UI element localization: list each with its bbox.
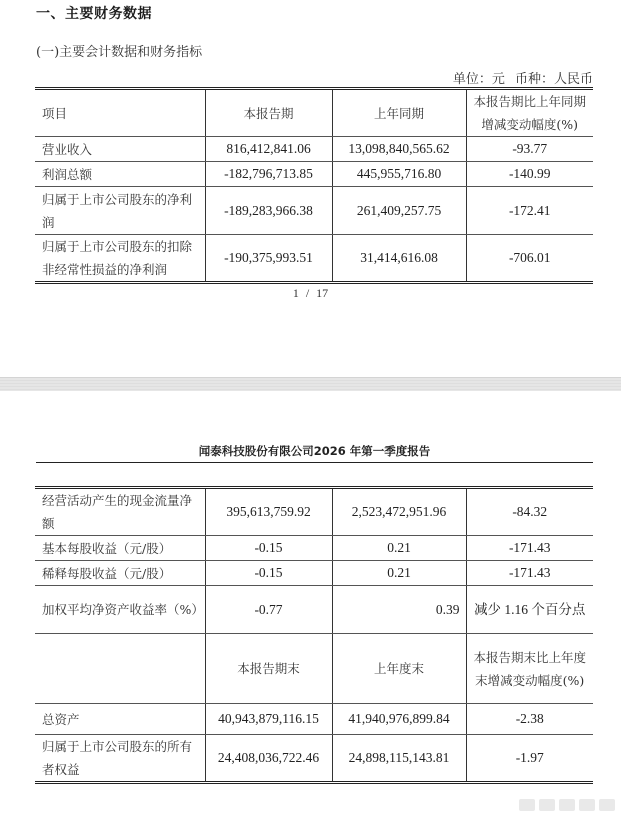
row-prior: 31,414,616.08 (332, 235, 466, 283)
header-item: 项目 (35, 89, 205, 137)
document-page-2 (0, 391, 621, 815)
row-item: 归属于上市公司股东的所有者权益 (35, 735, 205, 783)
row-item: 加权平均净资产收益率（%） (35, 586, 205, 634)
watermark-glyph (559, 799, 575, 811)
financial-data-table (35, 87, 593, 284)
document-page-1 (0, 0, 621, 377)
header-item (35, 634, 205, 704)
row-change: -2.38 (466, 704, 593, 735)
row-item: 营业收入 (35, 137, 205, 162)
row-current: 24,408,036,722.46 (205, 735, 332, 783)
row-prior: 0.39 (332, 586, 466, 634)
table-row (35, 735, 593, 783)
row-prior: 2,523,472,951.96 (332, 488, 466, 536)
row-item: 基本每股收益（元/股） (35, 536, 205, 561)
watermark-glyph (539, 799, 555, 811)
unit-currency-line: 单位：元 币种：人民币 (452, 72, 593, 87)
row-change: 减少 1.16 个百分点 (466, 586, 593, 634)
row-prior: 261,409,257.75 (332, 187, 466, 235)
table-row (35, 704, 593, 735)
header-change-pct: 本报告期比上年同期增减变动幅度(%) (466, 89, 593, 137)
table-header-row (35, 89, 593, 137)
row-current: 395,613,759.92 (205, 488, 332, 536)
watermark (519, 799, 615, 811)
row-change: -1.97 (466, 735, 593, 783)
row-item: 利润总额 (35, 162, 205, 187)
header-prior-year-end: 上年度末 (332, 634, 466, 704)
table-row (35, 162, 593, 187)
row-current: -0.77 (205, 586, 332, 634)
row-current: -0.15 (205, 561, 332, 586)
page-separator (0, 377, 621, 392)
table-row (35, 235, 593, 283)
row-current: -190,375,993.51 (205, 235, 332, 283)
header-prior-period: 上年同期 (332, 89, 466, 137)
row-prior: 24,898,115,143.81 (332, 735, 466, 783)
page-number: 1 / 17 (292, 286, 329, 300)
table-row (35, 536, 593, 561)
row-change: -171.43 (466, 561, 593, 586)
row-item: 归属于上市公司股东的扣除非经常性损益的净利润 (35, 235, 205, 283)
row-change: -140.99 (466, 162, 593, 187)
row-item: 归属于上市公司股东的净利润 (35, 187, 205, 235)
running-header: 闻泰科技股份有限公司2026 年第一季度报告 (36, 443, 593, 463)
row-prior: 13,098,840,565.62 (332, 137, 466, 162)
row-item: 总资产 (35, 704, 205, 735)
row-current: -182,796,713.85 (205, 162, 332, 187)
financial-data-table-continued (35, 486, 593, 784)
row-current: -189,283,966.38 (205, 187, 332, 235)
row-change: -93.77 (466, 137, 593, 162)
row-prior: 0.21 (332, 561, 466, 586)
table-row (35, 187, 593, 235)
row-current: 816,412,841.06 (205, 137, 332, 162)
row-prior: 41,940,976,899.84 (332, 704, 466, 735)
subsection-title: (一)主要会计数据和财务指标 (36, 45, 203, 60)
row-change: -706.01 (466, 235, 593, 283)
watermark-glyph (519, 799, 535, 811)
row-current: -0.15 (205, 536, 332, 561)
row-change: -172.41 (466, 187, 593, 235)
header-change-pct: 本报告期末比上年度末增减变动幅度(%) (466, 634, 593, 704)
table-row (35, 137, 593, 162)
row-prior: 445,955,716.80 (332, 162, 466, 187)
header-current-period: 本报告期 (205, 89, 332, 137)
section-title: 一、主要财务数据 (36, 6, 152, 22)
row-item: 经营活动产生的现金流量净额 (35, 488, 205, 536)
table-row (35, 561, 593, 586)
row-change: -84.32 (466, 488, 593, 536)
header-period-end: 本报告期末 (205, 634, 332, 704)
row-prior: 0.21 (332, 536, 466, 561)
row-item: 稀释每股收益（元/股） (35, 561, 205, 586)
table-row (35, 488, 593, 536)
table-row (35, 586, 593, 634)
row-current: 40,943,879,116.15 (205, 704, 332, 735)
balance-header-row (35, 634, 593, 704)
watermark-glyph (599, 799, 615, 811)
watermark-glyph (579, 799, 595, 811)
row-change: -171.43 (466, 536, 593, 561)
